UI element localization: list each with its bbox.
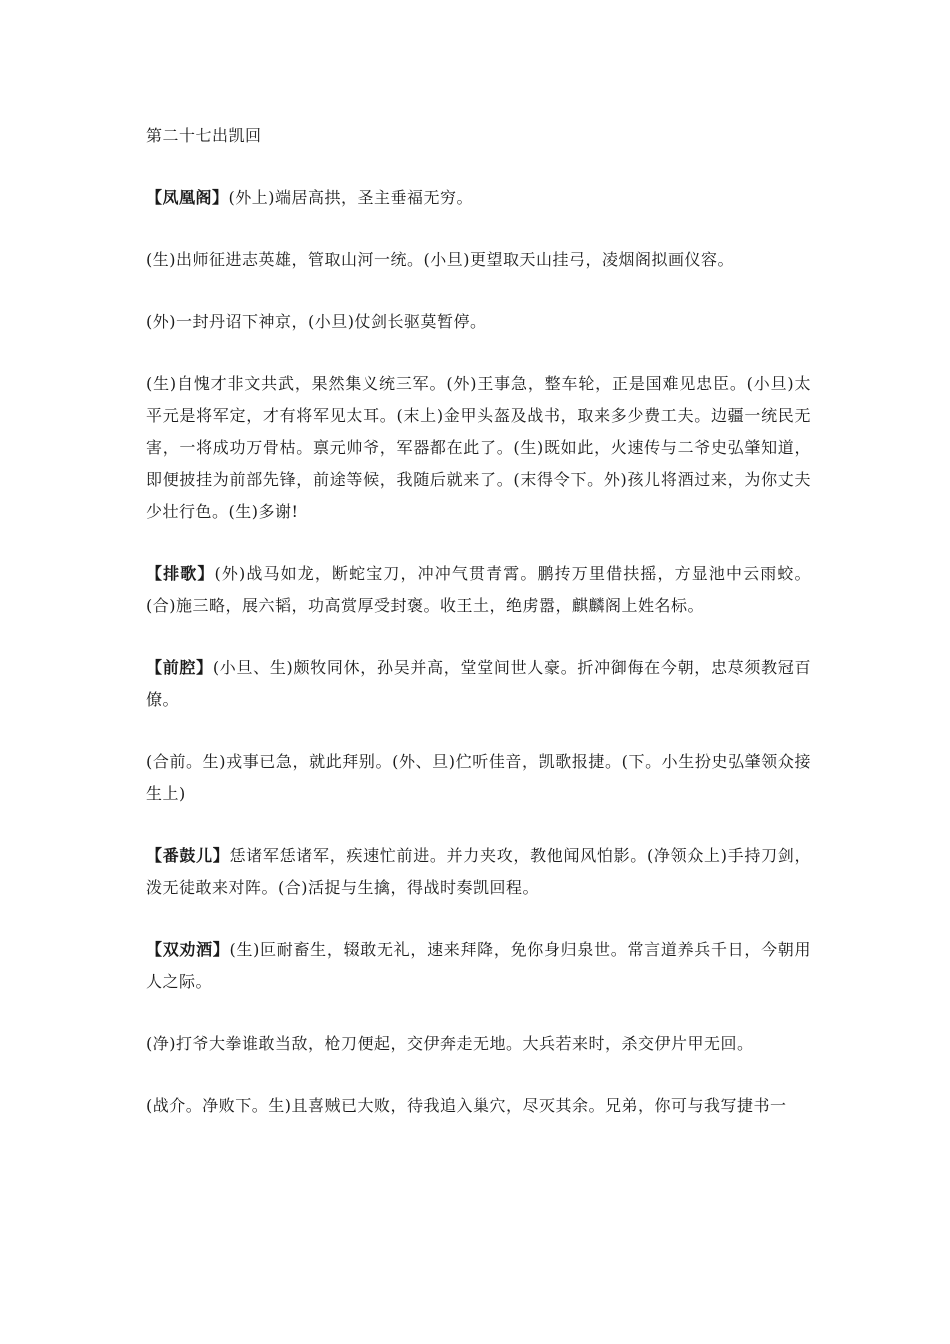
tune-name: 【排歌】 (146, 564, 215, 583)
paragraph (146, 244, 811, 276)
paragraph-text: (小旦、生)颇牧同休，孙吴并高，堂堂间世人豪。折冲御侮在今朝，忠荩须教冠百僚。 (146, 658, 811, 709)
paragraph-text: (生)自愧才非文共武，果然集义统三军。(外)王事急，整车轮，正是国难见忠臣。(小旦)太平元是将军定，才有将军见太耳。(末上)金甲头盔及战书，取来多少费工夫。边疆一统民无害，一将成功万骨枯。禀元帅爷，军器都在此了。(生)既如此，火速传与二爷史弘肇知道，即便披挂为前部先锋，前途等候，我随后就来了。(末得令下。外)孩儿将酒过来，为你丈夫少壮行色。(生)多谢! (146, 374, 811, 521)
paragraph-text: (战介。净败下。生)且喜贼已大败，待我追入巢穴，尽灭其余。兄弟，你可与我写捷书一 (146, 1096, 787, 1115)
paragraph-text: 恁诸军恁诸军，疾速忙前进。并力夹攻，教他闻风怕影。(净领众上)手持刀剑，泼无徒敢来对阵。(合)活捉与生擒，得战时奏凯回程。 (146, 846, 811, 897)
paragraph (146, 652, 811, 716)
paragraph (146, 306, 811, 338)
paragraph (146, 746, 811, 810)
paragraph (146, 840, 811, 904)
paragraph-text: (外上)端居高拱，圣主垂福无穷。 (228, 188, 474, 207)
paragraph-text: (生)出师征进志英雄，管取山河一统。(小旦)更望取天山挂弓，凌烟阁拟画仪容。 (146, 250, 734, 269)
paragraph (146, 934, 811, 998)
paragraph-text: (外)战马如龙，断蛇宝刀，冲冲气贯青霄。鹏抟万里借扶摇，方显池中云雨蛟。(合)施三略，展六韬，功高赏厚受封褒。收王土，绝虏嚣，麒麟阁上姓名标。 (146, 564, 811, 615)
paragraph (146, 368, 811, 528)
tune-name: 【凤凰阁】 (146, 188, 229, 207)
paragraph (146, 182, 811, 214)
paragraph (146, 1028, 811, 1060)
paragraph (146, 558, 811, 622)
paragraph-text: (生)叵耐畜生，辍敢无礼，速来拜降，免你身归泉世。常言道养兵千日，今朝用人之际。 (146, 940, 811, 991)
tune-name: 【前腔】 (146, 658, 213, 677)
paragraph-text: (净)打爷大拳谁敢当敌，枪刀便起，交伊奔走无地。大兵若来时，杀交伊片甲无回。 (146, 1034, 754, 1053)
paragraph-text: (外)一封丹诏下神京，(小旦)仗剑长驱莫暂停。 (146, 312, 487, 331)
chapter-title: 第二十七出凯回 (146, 126, 262, 145)
document-page (146, 120, 811, 1152)
tune-name: 【番鼓儿】 (146, 846, 230, 865)
paragraph (146, 1090, 811, 1122)
tune-name: 【双劝酒】 (146, 940, 230, 959)
paragraph-text: (合前。生)戎事已急，就此拜别。(外、旦)伫听佳音，凯歌报捷。(下。小生扮史弘肇领众接生上) (146, 752, 811, 803)
